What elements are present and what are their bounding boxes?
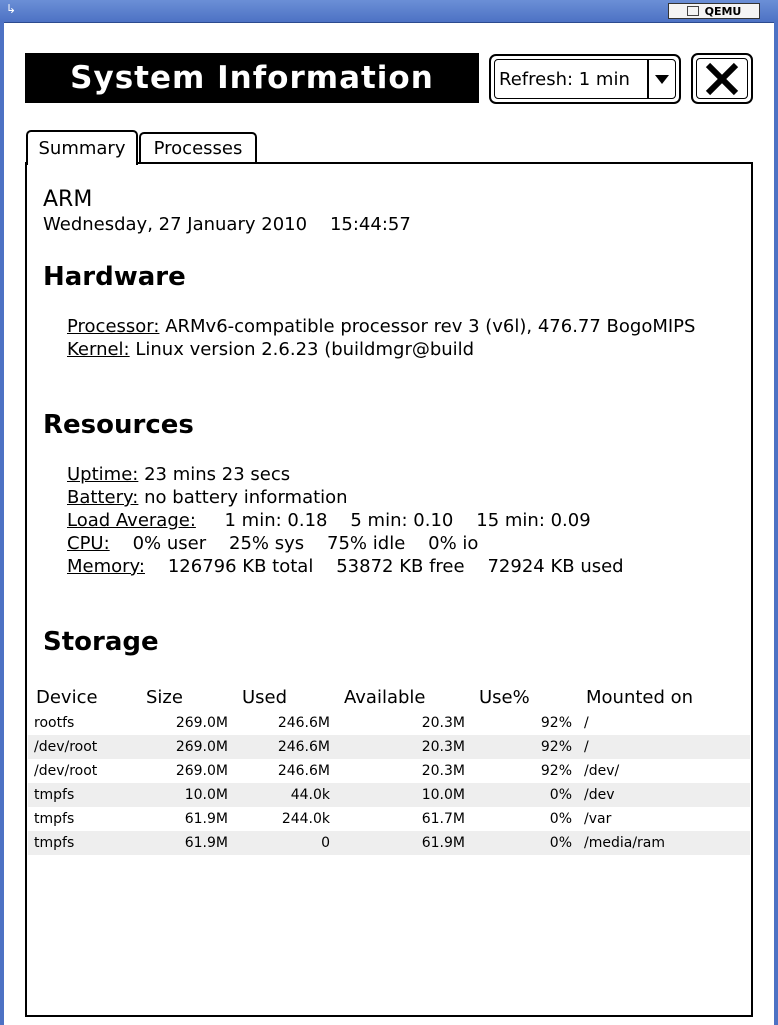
time: 15:44:57	[329, 214, 411, 235]
cell-used: 0	[234, 831, 336, 855]
qemu-window-button[interactable]	[668, 3, 760, 19]
tab-processes[interactable]	[139, 132, 257, 162]
table-row	[28, 759, 750, 783]
refresh-select[interactable]	[489, 54, 681, 104]
table-header-row	[28, 683, 750, 711]
cell-size: 61.9M	[184, 811, 228, 827]
mem-used: 72924 KB used	[487, 556, 624, 577]
uptime-label: Uptime:	[67, 464, 139, 485]
cell-size: 269.0M	[138, 735, 234, 759]
close-icon	[703, 60, 741, 98]
tab-summary-label: Summary	[38, 138, 126, 159]
processor-line	[67, 316, 695, 337]
tab-processes-label: Processes	[153, 137, 243, 159]
memory-line	[67, 556, 624, 577]
cell-available: 20.3M	[421, 715, 465, 731]
qemu-label: QEMU	[704, 4, 742, 18]
kernel-line	[67, 339, 474, 360]
cell-device: rootfs	[34, 715, 75, 731]
cell-mounted-on: /	[578, 735, 750, 759]
cell-available: 61.9M	[336, 831, 471, 855]
cpu-user: 0% user	[132, 533, 207, 554]
cpu-idle: 75% idle	[327, 533, 406, 554]
battery-value: no battery information	[144, 487, 348, 508]
cell-use-percent: 92%	[540, 715, 572, 731]
table-row	[28, 831, 750, 855]
table-row	[28, 807, 750, 831]
window-icon	[687, 6, 699, 16]
table-row	[28, 711, 750, 735]
col-size: Size	[146, 686, 183, 708]
cell-use-percent: 0%	[471, 783, 578, 807]
tab-summary[interactable]	[26, 130, 138, 165]
table-row	[28, 735, 750, 759]
mem-free: 53872 KB free	[336, 556, 465, 577]
cell-used: 44.0k	[234, 783, 336, 807]
mem-total: 126796 KB total	[167, 556, 314, 577]
cell-size: 269.0M	[175, 763, 228, 779]
table-row	[28, 783, 750, 807]
cell-device: tmpfs	[34, 811, 75, 827]
storage-table	[28, 683, 750, 855]
cell-use-percent: 92%	[471, 735, 578, 759]
cpu-io: 0% io	[428, 533, 479, 554]
cell-use-percent: 92%	[540, 763, 572, 779]
cpu-line	[67, 533, 478, 554]
cell-mounted-on: /dev/	[584, 763, 620, 779]
uptime-line	[67, 464, 290, 485]
col-mounted-on: Mounted on	[586, 686, 694, 708]
memory-label: Memory:	[67, 556, 145, 577]
col-used: Used	[242, 686, 288, 708]
window-titlebar	[0, 0, 778, 23]
cell-used: 246.6M	[277, 715, 330, 731]
battery-line	[67, 487, 348, 508]
cell-size: 10.0M	[138, 783, 234, 807]
datetime	[43, 214, 411, 235]
col-available: Available	[344, 686, 426, 708]
cell-use-percent: 0%	[471, 831, 578, 855]
close-button[interactable]	[691, 53, 753, 104]
load-label: Load Average:	[67, 510, 196, 531]
cell-size: 269.0M	[175, 715, 228, 731]
col-use-percent: Use%	[479, 686, 530, 708]
load-average-line	[67, 510, 591, 531]
refresh-value: Refresh: 1 min	[499, 68, 630, 90]
cpu-label: CPU:	[67, 533, 110, 554]
cell-mounted-on: /var	[584, 811, 612, 827]
cell-used: 246.6M	[277, 763, 330, 779]
cell-size: 61.9M	[138, 831, 234, 855]
processor-label: Processor:	[67, 316, 160, 337]
window-menu-icon[interactable]: ↳	[6, 2, 17, 16]
page-title: System Information	[25, 53, 479, 103]
col-device: Device	[36, 686, 98, 708]
cell-available: 20.3M	[336, 735, 471, 759]
cell-device: /dev/root	[28, 735, 138, 759]
date: Wednesday, 27 January 2010	[43, 214, 308, 235]
kernel-value: Linux version 2.6.23 (buildmgr@build	[135, 339, 475, 360]
load-1: 1 min: 0.18	[224, 510, 328, 531]
cell-device: tmpfs	[28, 783, 138, 807]
window-frame-left	[0, 22, 4, 1025]
load-5: 5 min: 0.10	[350, 510, 454, 531]
host-name: ARM	[43, 187, 93, 212]
battery-label: Battery:	[67, 487, 139, 508]
cell-use-percent: 0%	[549, 811, 572, 827]
processor-value: ARMv6-compatible processor rev 3 (v6l), 476.77 BogoMIPS	[165, 316, 696, 337]
window-frame-right	[774, 22, 778, 1025]
chevron-down-icon[interactable]	[647, 60, 675, 98]
uptime-value: 23 mins 23 secs	[144, 464, 291, 485]
cell-device: /dev/root	[34, 763, 98, 779]
hardware-heading: Hardware	[43, 262, 186, 292]
load-15: 15 min: 0.09	[476, 510, 591, 531]
cell-available: 61.7M	[421, 811, 465, 827]
cell-mounted-on: /media/ram	[578, 831, 750, 855]
cell-mounted-on: /dev	[578, 783, 750, 807]
cell-available: 10.0M	[336, 783, 471, 807]
cell-used: 246.6M	[234, 735, 336, 759]
cell-available: 20.3M	[421, 763, 465, 779]
cpu-sys: 25% sys	[229, 533, 305, 554]
resources-heading: Resources	[43, 410, 194, 440]
storage-heading: Storage	[43, 627, 159, 657]
cell-used: 244.0k	[281, 811, 330, 827]
cell-mounted-on: /	[584, 715, 589, 731]
cell-device: tmpfs	[28, 831, 138, 855]
kernel-label: Kernel:	[67, 339, 130, 360]
